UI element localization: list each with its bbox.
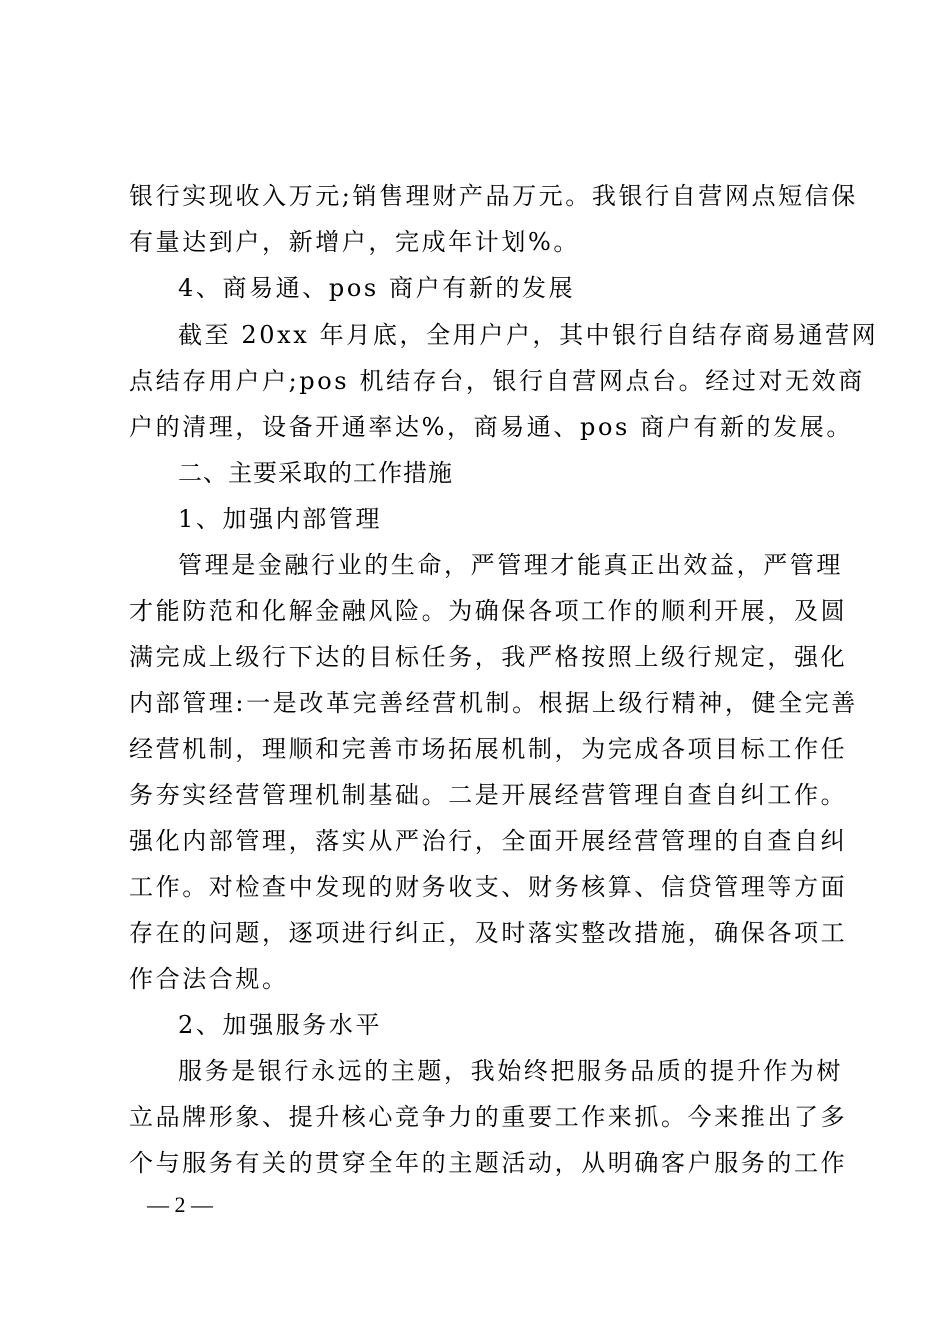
body-text-line: 截至 20xx 年月底，全用户户，其中银行自结存商易通营网 [178, 321, 879, 349]
body-text-line: 务夯实经营管理机制基础。二是开展经营管理自查自纠工作。 [129, 781, 848, 809]
body-text-line: 银行实现收入万元;销售理财产品万元。我银行自营网点短信保 [129, 182, 858, 210]
body-text-line: 有量达到户，新增户，完成年计划%。 [129, 228, 581, 256]
body-text-line: 点结存用户户;pos 机结存台，银行自营网点台。经过对无效商 [129, 367, 865, 395]
body-text-line: 存在的问题，逐项进行纠正，及时落实整改措施，确保各项工 [129, 919, 848, 947]
body-text-line: 管理是金融行业的生命，严管理才能真正出效益，严管理 [178, 551, 843, 579]
body-text-line: 满完成上级行下达的目标任务，我严格按照上级行规定，强化 [129, 643, 848, 671]
body-text-line: 服务是银行永远的主题，我始终把服务品质的提升作为树 [178, 1057, 843, 1085]
body-text-line: 户的清理，设备开通率达%，商易通、pos 商户有新的发展。 [129, 413, 853, 441]
section-heading: 二、主要采取的工作措施 [178, 459, 453, 487]
body-text-line: 内部管理:一是改革完善经营机制。根据上级行精神，健全完善 [129, 689, 858, 717]
body-text-line: 强化内部管理，落实从严治行，全面开展经营管理的自查自纠 [129, 827, 848, 855]
body-text-line: 才能防范和化解金融风险。为确保各项工作的顺利开展，及圆 [129, 597, 848, 625]
body-text-line: 工作。对检查中发现的财务收支、财务核算、信贷管理等方面 [129, 873, 848, 901]
subsection-title: 1、加强内部管理 [178, 505, 383, 533]
body-text-line: 经营机制，理顺和完善市场拓展机制，为完成各项目标工作任 [129, 735, 848, 763]
body-text-line: 立品牌形象、提升核心竞争力的重要工作来抓。今来推出了多 [129, 1103, 848, 1131]
body-text-line: 个与服务有关的贯穿全年的主题活动，从明确客户服务的工作 [129, 1149, 848, 1177]
subsection-title: 2、加强服务水平 [178, 1011, 383, 1039]
page-number: — 2 — [147, 1192, 213, 1217]
subsection-title: 4、商易通、pos 商户有新的发展 [178, 274, 576, 302]
body-text-line: 作合法合规。 [129, 965, 289, 993]
